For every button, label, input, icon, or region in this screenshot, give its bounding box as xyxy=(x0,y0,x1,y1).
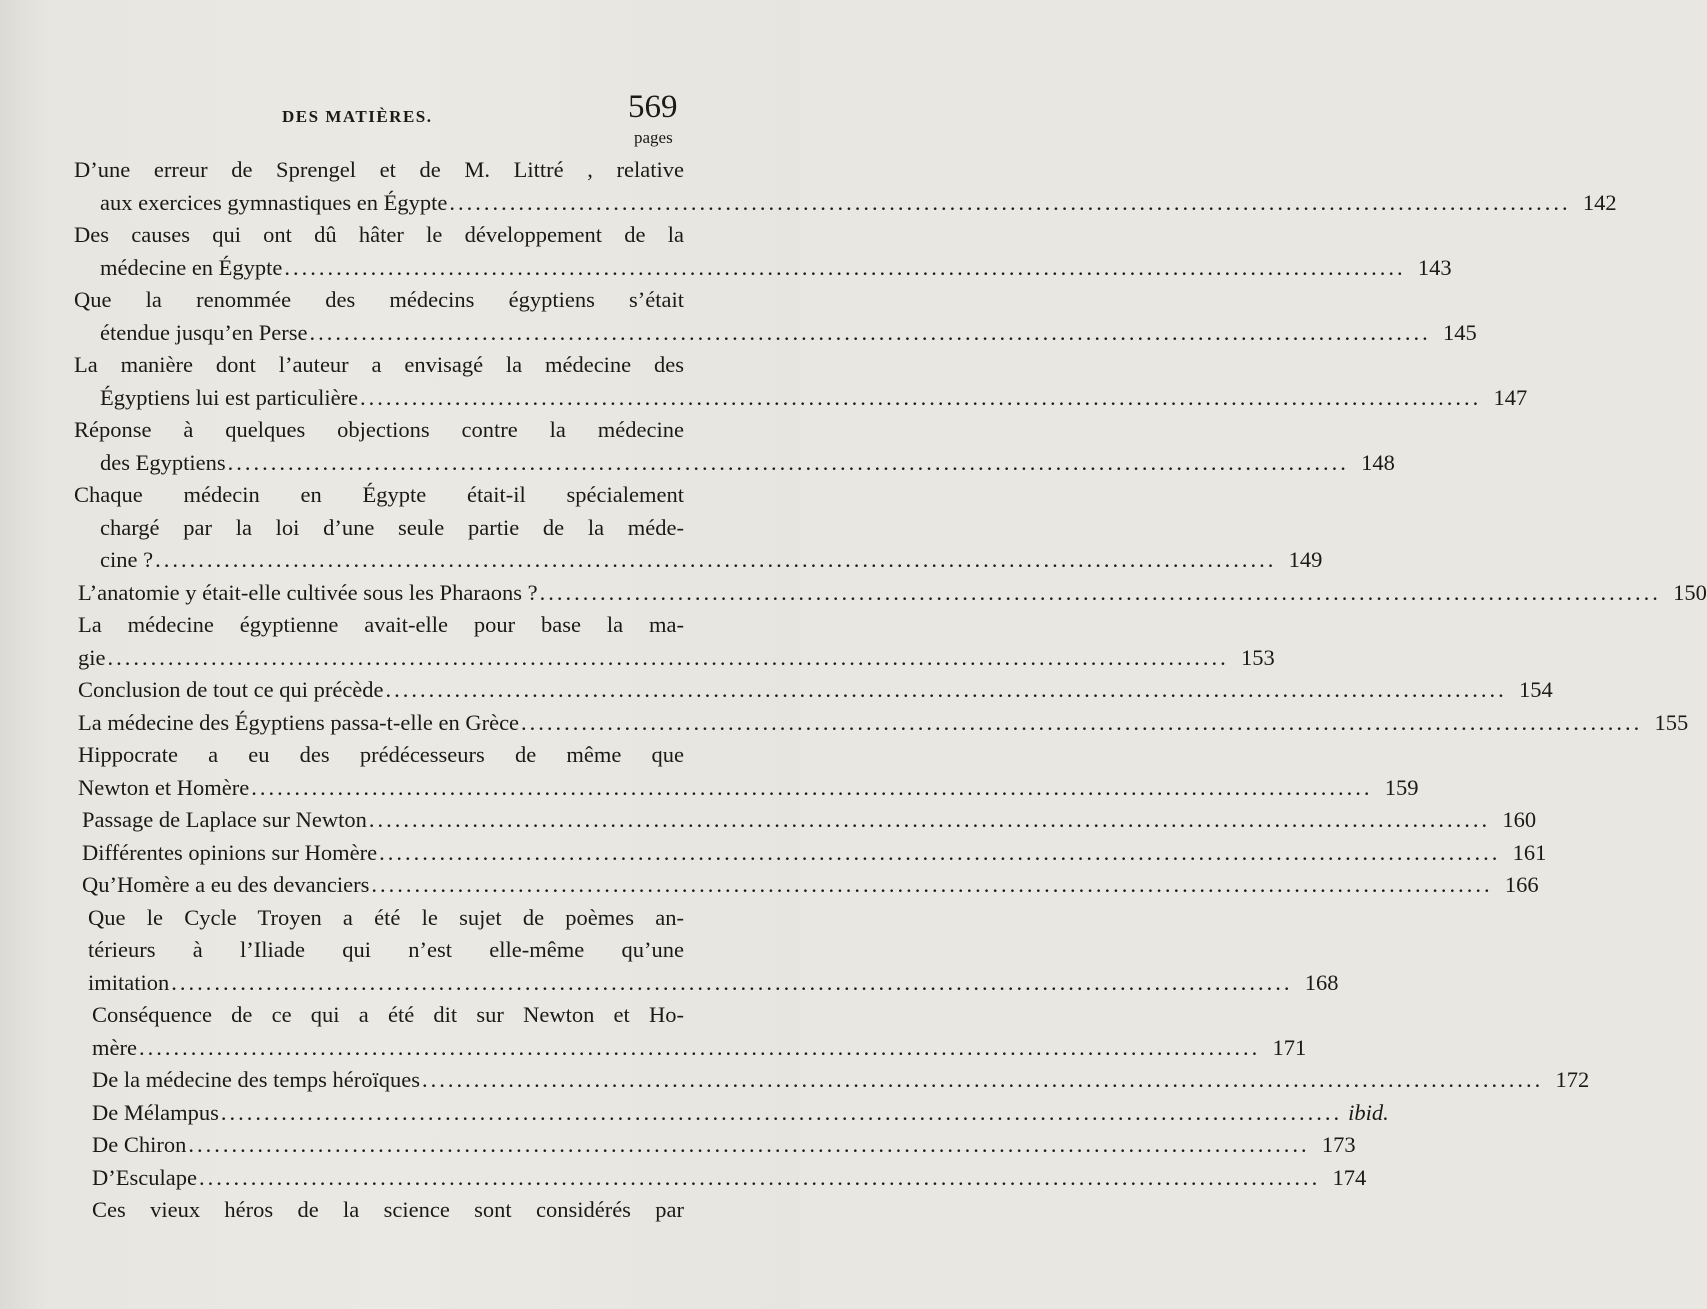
toc-entry-text: La manière dont l’auteur a envisagé la médecine des xyxy=(74,352,684,377)
toc-entry-text: aux exercices gymnastiques en Égypte xyxy=(100,189,448,215)
toc-entry-text: Différentes opinions sur Homère xyxy=(82,839,378,865)
toc-page-number: 148 xyxy=(1361,449,1395,475)
toc-entry-text: Chaque médecin en Égypte était-il spécialement xyxy=(74,482,684,507)
toc-entry xyxy=(74,674,1553,707)
toc-entry-text: cine ? xyxy=(100,547,154,572)
toc-line xyxy=(74,804,1537,837)
dot-leader xyxy=(521,707,1642,740)
dot-leader xyxy=(188,1129,1309,1162)
toc-line xyxy=(74,837,1547,870)
toc-entry xyxy=(74,349,1528,414)
toc-line xyxy=(74,609,684,642)
toc-page-number: 142 xyxy=(1582,189,1617,215)
toc-entry-text: Newton et Homère xyxy=(78,774,250,800)
dot-leader xyxy=(371,869,1492,902)
toc-entry xyxy=(74,1097,1389,1130)
toc-page-number: ibid. xyxy=(1348,1099,1389,1125)
toc-entry xyxy=(74,1064,1590,1097)
toc-page-number: 161 xyxy=(1512,839,1547,865)
toc-entry-text: imitation xyxy=(88,969,170,995)
dot-leader xyxy=(108,642,1229,675)
toc-page-number: 168 xyxy=(1304,969,1339,995)
toc-line xyxy=(74,999,684,1032)
toc-entry-text: De Mélampus xyxy=(92,1099,219,1125)
toc-line xyxy=(74,414,684,447)
toc-entry-text: chargé par la loi d’une seule partie de la méde- xyxy=(100,514,684,540)
toc-entry-text: Conséquence de ce qui a été dit sur Newton et Ho- xyxy=(92,1002,684,1027)
toc-line xyxy=(74,252,1452,285)
toc-entry-text: D’une erreur de Sprengel et de M. Littré , relative xyxy=(74,157,684,182)
dot-leader xyxy=(155,544,1276,577)
toc-entry-text: des Egyptiens xyxy=(100,449,226,475)
toc-page-number: 145 xyxy=(1442,319,1477,345)
dot-leader xyxy=(284,252,1405,285)
dot-leader xyxy=(199,1162,1320,1195)
toc-page-number: 173 xyxy=(1321,1132,1356,1157)
dot-leader xyxy=(360,382,1481,415)
toc-line xyxy=(74,1194,684,1227)
dot-leader xyxy=(540,577,1661,610)
toc-entry xyxy=(74,1129,1356,1162)
toc-entry xyxy=(74,154,1617,219)
toc-entry xyxy=(74,1162,1367,1195)
dot-leader xyxy=(369,804,1490,837)
toc-line xyxy=(74,1032,1307,1065)
toc-entry-text: mère xyxy=(92,1034,137,1060)
toc-page-number: 159 xyxy=(1384,774,1419,800)
toc-entry xyxy=(74,284,1477,349)
toc-line xyxy=(74,1129,1356,1162)
toc-entry-text: De la médecine des temps héroïques xyxy=(92,1067,421,1092)
toc-entry-text: La médecine des Égyptiens passa-t-elle en Grèce xyxy=(78,709,520,735)
toc-entry xyxy=(74,707,1689,740)
toc-line xyxy=(74,1162,1367,1195)
toc-page-number: 160 xyxy=(1502,807,1537,832)
toc-line xyxy=(74,967,1339,1000)
toc-line xyxy=(74,1097,1389,1130)
toc-page-number: 155 xyxy=(1654,709,1689,735)
dot-leader xyxy=(386,674,1507,707)
toc-line xyxy=(74,1064,1590,1097)
table-of-contents xyxy=(74,154,1707,1227)
toc-entry xyxy=(74,837,1547,870)
toc-entry xyxy=(74,219,1452,284)
toc-entry-text: Hippocrate a eu des prédécesseurs de même que xyxy=(78,742,684,767)
toc-entry-text: Que la renommée des médecins égyptiens s’était xyxy=(74,287,684,312)
toc-entry-text: D’Esculape xyxy=(92,1164,197,1190)
toc-line xyxy=(74,349,684,382)
toc-line xyxy=(74,479,684,512)
toc-entry-text: Passage de Laplace sur Newton xyxy=(82,807,367,832)
toc-line xyxy=(74,934,684,967)
dot-leader xyxy=(422,1064,1543,1097)
toc-entry xyxy=(74,999,1307,1064)
toc-entry xyxy=(74,609,1275,674)
dot-leader xyxy=(449,187,1570,220)
toc-page-number: 153 xyxy=(1241,644,1275,670)
toc-entry xyxy=(74,739,1419,804)
toc-line xyxy=(74,544,1323,577)
toc-line xyxy=(74,674,1553,707)
toc-line xyxy=(74,187,1617,220)
toc-line xyxy=(74,512,684,545)
toc-entry xyxy=(74,577,1707,610)
toc-line xyxy=(74,772,1419,805)
dot-leader xyxy=(309,317,1430,350)
toc-entry-text: Des causes qui ont dû hâter le développement de la xyxy=(74,222,684,247)
toc-entry-text: La médecine égyptienne avait-elle pour base la ma- xyxy=(78,612,684,637)
toc-entry-text: Réponse à quelques objections contre la médecine xyxy=(74,417,684,442)
toc-line xyxy=(74,869,1539,902)
toc-entry xyxy=(74,414,1395,479)
toc-line xyxy=(74,382,1528,415)
toc-entry-text: L’anatomie y était-elle cultivée sous les Pharaons ? xyxy=(78,579,538,605)
toc-page-number: 174 xyxy=(1332,1164,1367,1190)
dot-leader xyxy=(379,837,1500,870)
toc-line xyxy=(74,577,1707,610)
toc-page-number: 166 xyxy=(1504,872,1539,897)
toc-entry-text: De Chiron xyxy=(92,1132,187,1157)
toc-entry-text: gie xyxy=(78,644,106,670)
toc-line xyxy=(74,707,1689,740)
pages-column-label: pages xyxy=(634,128,673,147)
dot-leader xyxy=(251,772,1372,805)
page-header xyxy=(0,89,800,147)
toc-entry-text: Égyptiens lui est particulière xyxy=(100,384,359,410)
toc-page-number: 149 xyxy=(1288,547,1323,572)
dot-leader xyxy=(171,967,1292,1000)
toc-line xyxy=(74,447,1395,480)
toc-entry xyxy=(74,1194,684,1227)
toc-page-number: 143 xyxy=(1417,254,1452,280)
toc-entry-text: médecine en Égypte xyxy=(100,254,283,280)
toc-entry-text: Qu’Homère a eu des devanciers xyxy=(82,872,370,897)
dot-leader xyxy=(228,447,1349,480)
toc-entry-text: étendue jusqu’en Perse xyxy=(100,319,308,345)
toc-page-number: 147 xyxy=(1493,384,1528,410)
toc-page-number: 154 xyxy=(1519,677,1553,702)
toc-entry xyxy=(74,869,1539,902)
toc-page-number: 171 xyxy=(1272,1034,1307,1060)
running-title: DES MATIÈRES. xyxy=(282,107,433,126)
toc-entry xyxy=(74,804,1537,837)
toc-line xyxy=(74,739,684,772)
toc-line xyxy=(74,902,684,935)
toc-entry-text: Ces vieux héros de la science sont considérés par xyxy=(92,1197,684,1222)
toc-entry-text: Que le Cycle Troyen a été le sujet de poèmes an- xyxy=(88,904,684,930)
dot-leader xyxy=(221,1097,1342,1130)
dot-leader xyxy=(139,1032,1260,1065)
toc-page-number: 150 xyxy=(1673,579,1707,605)
toc-entry xyxy=(74,902,1339,1000)
page-number: 569 xyxy=(628,89,678,125)
toc-line xyxy=(74,317,1477,350)
toc-entry-text: Conclusion de tout ce qui précède xyxy=(78,677,384,702)
toc-entry-text: térieurs à l’Iliade qui n’est elle-même qu’une xyxy=(88,937,684,962)
toc-line xyxy=(74,154,684,187)
toc-line xyxy=(74,284,684,317)
toc-line xyxy=(74,219,684,252)
toc-line xyxy=(74,642,1275,675)
toc-page-number: 172 xyxy=(1555,1067,1590,1092)
toc-entry xyxy=(74,479,1323,577)
